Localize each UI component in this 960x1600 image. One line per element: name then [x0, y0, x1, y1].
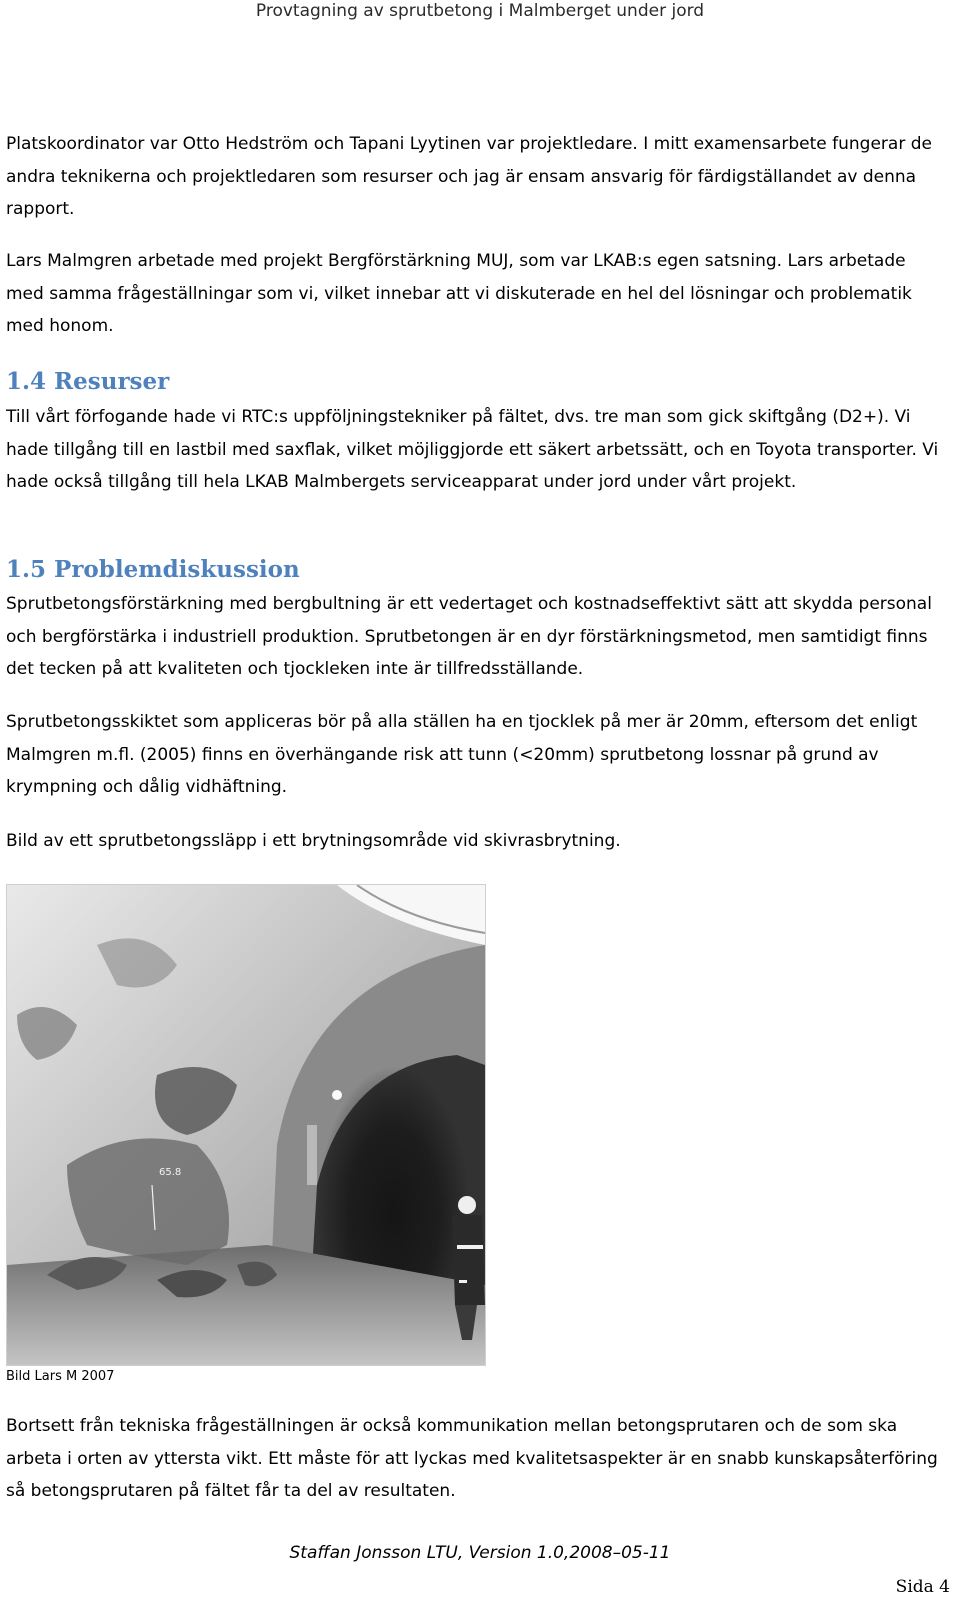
- tunnel-photo: [6, 884, 486, 1366]
- paragraph-figure-intro: Bild av ett sprutbetongssläpp i ett brytningsområde vid skivrasbrytning.: [6, 831, 621, 851]
- paragraph-coordinator: Platskoordinator var Otto Hedström och Tapani Lyytinen var projektledare. I mitt examensarbete fungerar de andra teknikerna och projektledaren som resurser och jag är ensam ansvarig för färdigställandet av denna rapport.: [6, 134, 932, 219]
- figure-caption: Bild Lars M 2007: [6, 1369, 115, 1384]
- photo-mark: 65.8: [159, 1167, 182, 1178]
- footer-author: Staffan Jonsson LTU, Version 1.0,2008–05-11: [289, 1543, 671, 1563]
- tunnel-photo-illustration: [7, 885, 485, 1365]
- paragraph-problem-1: Sprutbetongsförstärkning med bergbultning är ett vedertaget och kostnadseffektivt sätt att skydda personal och bergförstärka i industriell produktion. Sprutbetongen är en dyr förstärkningsmetod, men samtidigt finns det tecken på att kvaliteten och tjockleken inte är tillfredsställande.: [6, 594, 932, 679]
- page-number: Sida 4: [895, 1577, 950, 1597]
- heading-resurser: 1.4 Resurser: [6, 368, 170, 395]
- paragraph-problem-2: Sprutbetongsskiktet som appliceras bör på alla ställen ha en tjocklek på mer är 20mm, eftersom det enligt Malmgren m.fl. (2005) finns en överhängande risk att tunn (<20mm) sprutbetong lossnar på grund av krympning och dålig vidhäftning.: [6, 712, 918, 797]
- paragraph-resurser: Till vårt förfogande hade vi RTC:s uppföljningstekniker på fältet, dvs. tre man som gick skiftgång (D2+). Vi hade tillgång till en lastbil med saxflak, vilket möjliggjorde ett säkert arbetssätt, och en Toyota transporter. Vi hade också tillgång till hela LKAB Malmbergets serviceapparat under jord under vårt projekt.: [6, 407, 939, 492]
- running-header: Provtagning av sprutbetong i Malmberget under jord: [255, 1, 705, 21]
- heading-problemdiskussion: 1.5 Problemdiskussion: [6, 556, 300, 583]
- paragraph-malmgren: Lars Malmgren arbetade med projekt Bergförstärkning MUJ, som var LKAB:s egen satsning. Lars arbetade med samma frågeställningar som vi, vilket innebar att vi diskuterade en hel del lösningar och problematik med honom.: [6, 251, 912, 336]
- paragraph-communication: Bortsett från tekniska frågeställningen är också kommunikation mellan betongsprutaren och de som ska arbeta i orten av yttersta vikt. Ett måste för att lyckas med kvalitetsaspekter är en snabb kunskapsåterföring så betongsprutaren på fältet får ta del av resultaten.: [6, 1416, 938, 1501]
